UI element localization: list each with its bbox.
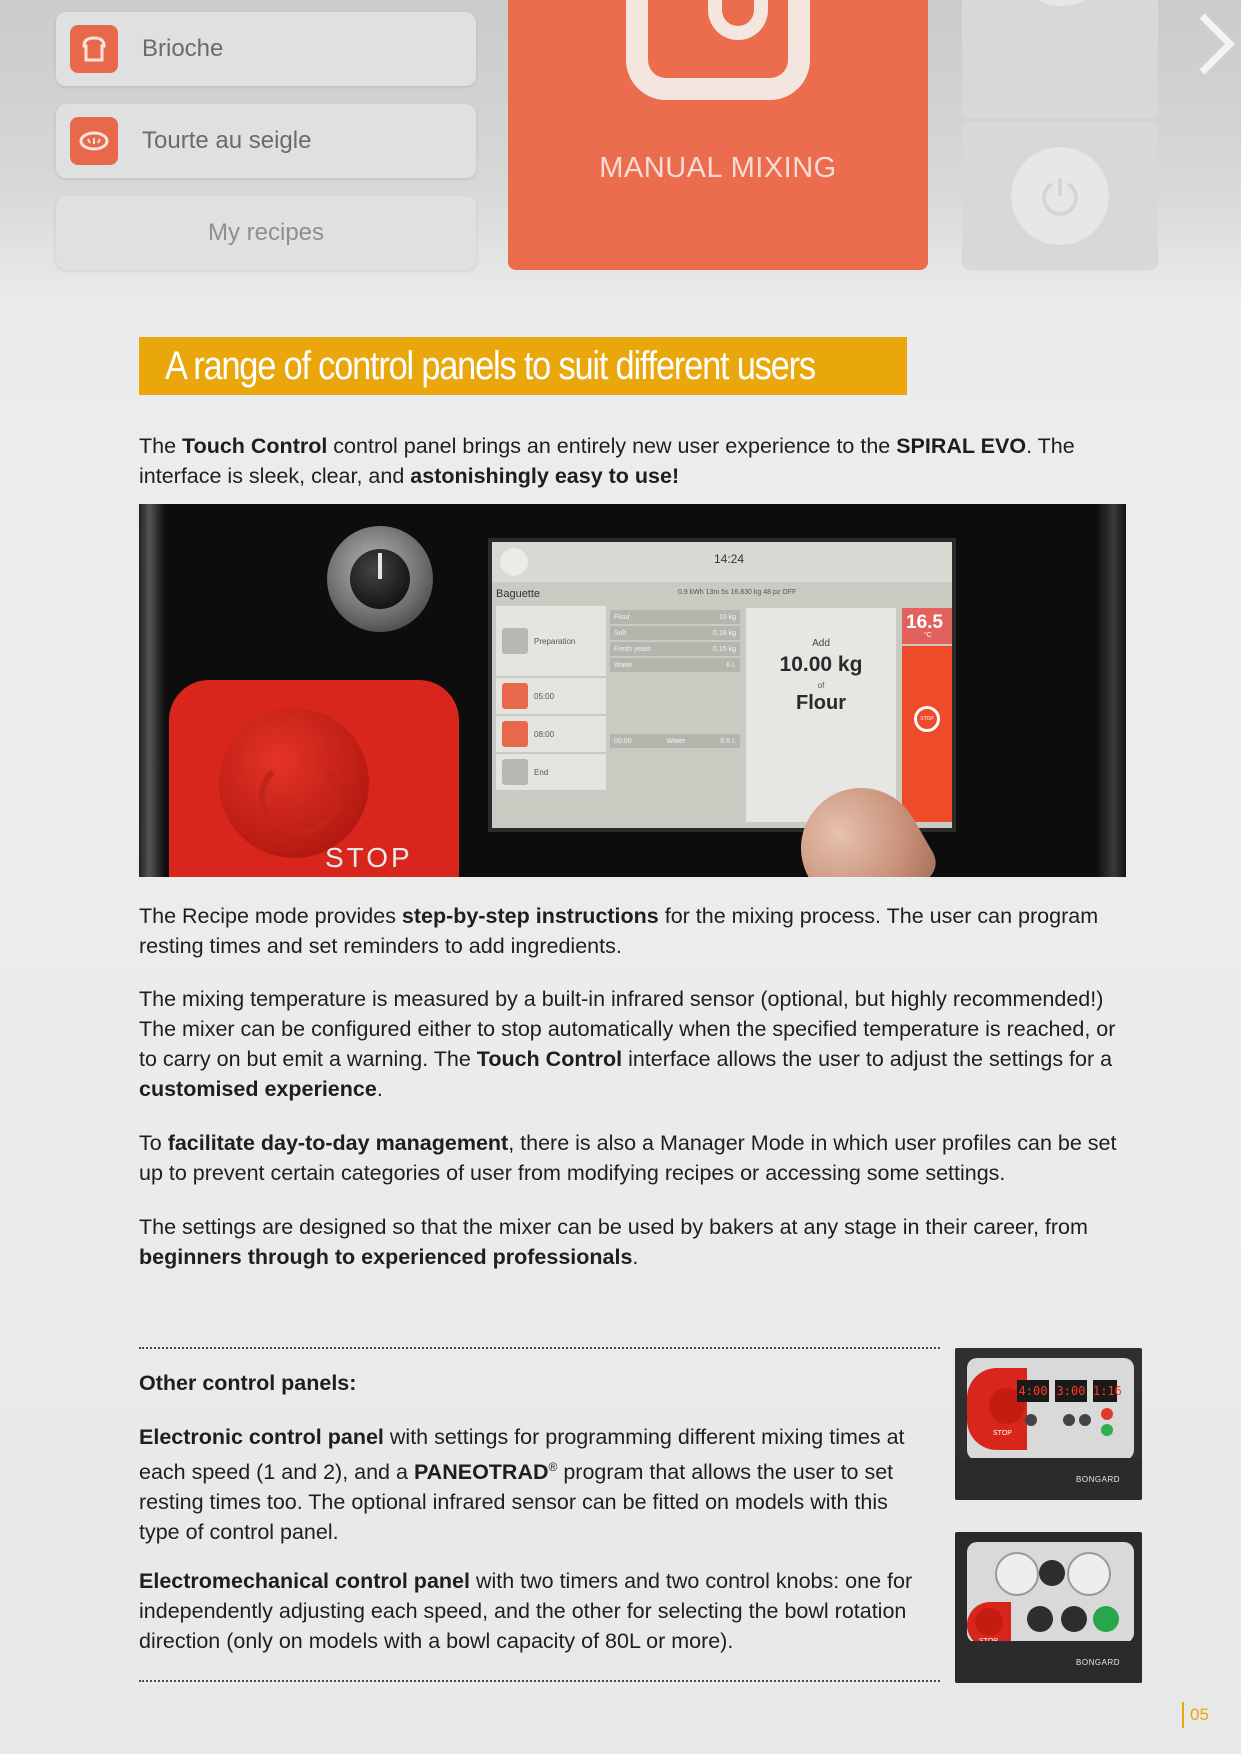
mixing-bowl-icon — [626, 0, 810, 100]
loaf-icon — [70, 117, 118, 165]
screen-stats: 0.9 kWh 13m 5s 16.830 kg 48 pz OFF — [678, 589, 797, 596]
electromechanical-panel-paragraph: Electromechanical control panel with two timers and two control knobs: one for independently adjusting each speed, and the other for selecting the bowl rotation direction (only on models with a bowl capacity of 80L or more). — [139, 1569, 913, 1653]
my-recipes-button — [56, 196, 476, 270]
machine-frame — [1096, 504, 1126, 877]
stop-button — [975, 1608, 1003, 1636]
divider-bottom — [139, 1680, 940, 1682]
button-icon — [1079, 1414, 1091, 1426]
recipe-mode-paragraph: The Recipe mode provides step-by-step instructions for the mixing process. The user can program resting times and set reminders to add ingredients. — [139, 904, 1099, 958]
ingredient-row: Water 6 L — [610, 658, 740, 672]
screen-recipe-name: Baguette — [496, 588, 541, 600]
electromechanical-panel-photo — [955, 1532, 1142, 1683]
speed-knob — [1039, 1560, 1065, 1586]
step-end: End — [496, 754, 606, 790]
list-icon — [502, 628, 528, 654]
circle-icon — [1012, 0, 1110, 6]
divider-top — [139, 1347, 940, 1349]
timer-dial — [995, 1552, 1039, 1596]
mixer-icon — [502, 683, 528, 709]
side-tile-top — [962, 0, 1158, 118]
recipe-label: Tourte au seigle — [142, 127, 312, 154]
side-tile-power — [962, 122, 1158, 270]
heading-text: A range of control panels to suit different users — [165, 343, 815, 388]
step-timer-2: 08:00 — [496, 716, 606, 752]
settings-paragraph: The settings are designed so that the mixer can be used by bakers at any stage in their career, from beginners through to experienced professionals. — [139, 1215, 1088, 1269]
page-number: 05 — [1182, 1702, 1209, 1728]
timer-dial — [1067, 1552, 1111, 1596]
direction-knob — [1027, 1606, 1053, 1632]
green-led-icon — [1101, 1424, 1113, 1436]
emergency-stop-button — [219, 708, 369, 858]
machine-frame — [139, 504, 165, 877]
mixer-icon — [502, 721, 528, 747]
stop-panel: STOP — [967, 1368, 1027, 1450]
text: control panel brings an entirely new user experience to the — [327, 434, 897, 458]
control-knob — [1061, 1606, 1087, 1632]
ingredient-list — [610, 610, 740, 674]
water-row: 00:00 Water 0.5 L — [610, 734, 740, 748]
ingredient-row: Fresh yeast 0.15 kg — [610, 642, 740, 656]
manual-mixing-tile — [508, 0, 928, 270]
recipe-button-tourte — [56, 104, 476, 178]
screen-stop-column — [902, 646, 952, 822]
text: . The interface is sleek, clear, and — [139, 434, 1075, 488]
add-ingredient-name: Flour — [796, 692, 846, 714]
bread-icon — [70, 25, 118, 73]
button-icon — [1063, 1414, 1075, 1426]
ingredient-row: Flour 10 kg — [610, 610, 740, 624]
my-recipes-label: My recipes — [207, 219, 325, 246]
stop-icon: STOP — [914, 706, 940, 732]
temperature-unit: °C — [924, 632, 932, 639]
brand-logo: BONGARD — [1076, 1475, 1120, 1484]
red-led-icon — [1101, 1408, 1113, 1420]
timer-display: 4:00 — [1017, 1380, 1049, 1402]
electronic-panel-photo — [955, 1348, 1142, 1500]
touch-control-photo — [139, 504, 1126, 877]
power-icon — [1011, 147, 1109, 245]
lightbulb-icon — [500, 548, 528, 576]
recipe-label: Brioche — [142, 35, 224, 62]
timer-display: 1:16 — [1093, 1380, 1117, 1402]
brand-logo: BONGARD — [1076, 1658, 1120, 1667]
rotary-knob — [327, 526, 433, 632]
screen-time: 14:24 — [714, 552, 745, 566]
screen-steps — [496, 606, 606, 792]
bold-text: Touch Control — [182, 434, 328, 458]
electronic-panel-paragraph: Electronic control panel with settings for programming different mixing times at each speed (1 and 2), and a PANEOTRAD® program that allows the user to set resting times too. The optional infrared sensor can be fitted on models with this type of control panel. — [139, 1425, 905, 1545]
timer-display: 3:00 — [1055, 1380, 1087, 1402]
step-preparation: Preparation — [496, 606, 606, 676]
banner-photo — [0, 0, 1241, 300]
add-of: of — [817, 681, 825, 690]
flag-icon — [502, 759, 528, 785]
other-panels-title: Other control panels: — [139, 1371, 357, 1395]
temperature-value: 16.5 — [906, 612, 943, 633]
button-icon — [1025, 1414, 1037, 1426]
manager-paragraph: To facilitate day-to-day management, there is also a Manager Mode in which user profiles can be set up to prevent certain categories of user from modifying recipes or accessing some settings. — [139, 1131, 1117, 1185]
recipe-button-brioche — [56, 12, 476, 86]
start-button — [1093, 1606, 1119, 1632]
temperature-paragraph: The mixing temperature is measured by a built-in infrared sensor (optional, but highly recommended!) The mixer can be configured either to stop automatically when the specified temperature is reached, or to carry on but emit a warning. The Touch Control interface allows the user to adjust the settings for a customised experience. — [139, 987, 1116, 1101]
section-heading — [139, 337, 907, 395]
touch-screen — [488, 538, 956, 832]
emergency-stop-label: STOP — [325, 842, 413, 873]
intro-paragraph — [139, 431, 1109, 491]
add-label: Add — [812, 638, 830, 649]
manual-mixing-label: MANUAL MIXING — [599, 152, 837, 184]
chevron-right-icon — [1196, 12, 1236, 76]
emergency-stop-panel — [169, 680, 459, 877]
text: The — [139, 434, 183, 458]
ingredient-row: Salt 0.18 kg — [610, 626, 740, 640]
bold-text: astonishingly easy to use! — [410, 464, 680, 488]
bold-text: SPIRAL EVO — [896, 434, 1027, 458]
step-timer-1: 05:00 — [496, 678, 606, 714]
add-quantity: 10.00 kg — [779, 653, 863, 676]
